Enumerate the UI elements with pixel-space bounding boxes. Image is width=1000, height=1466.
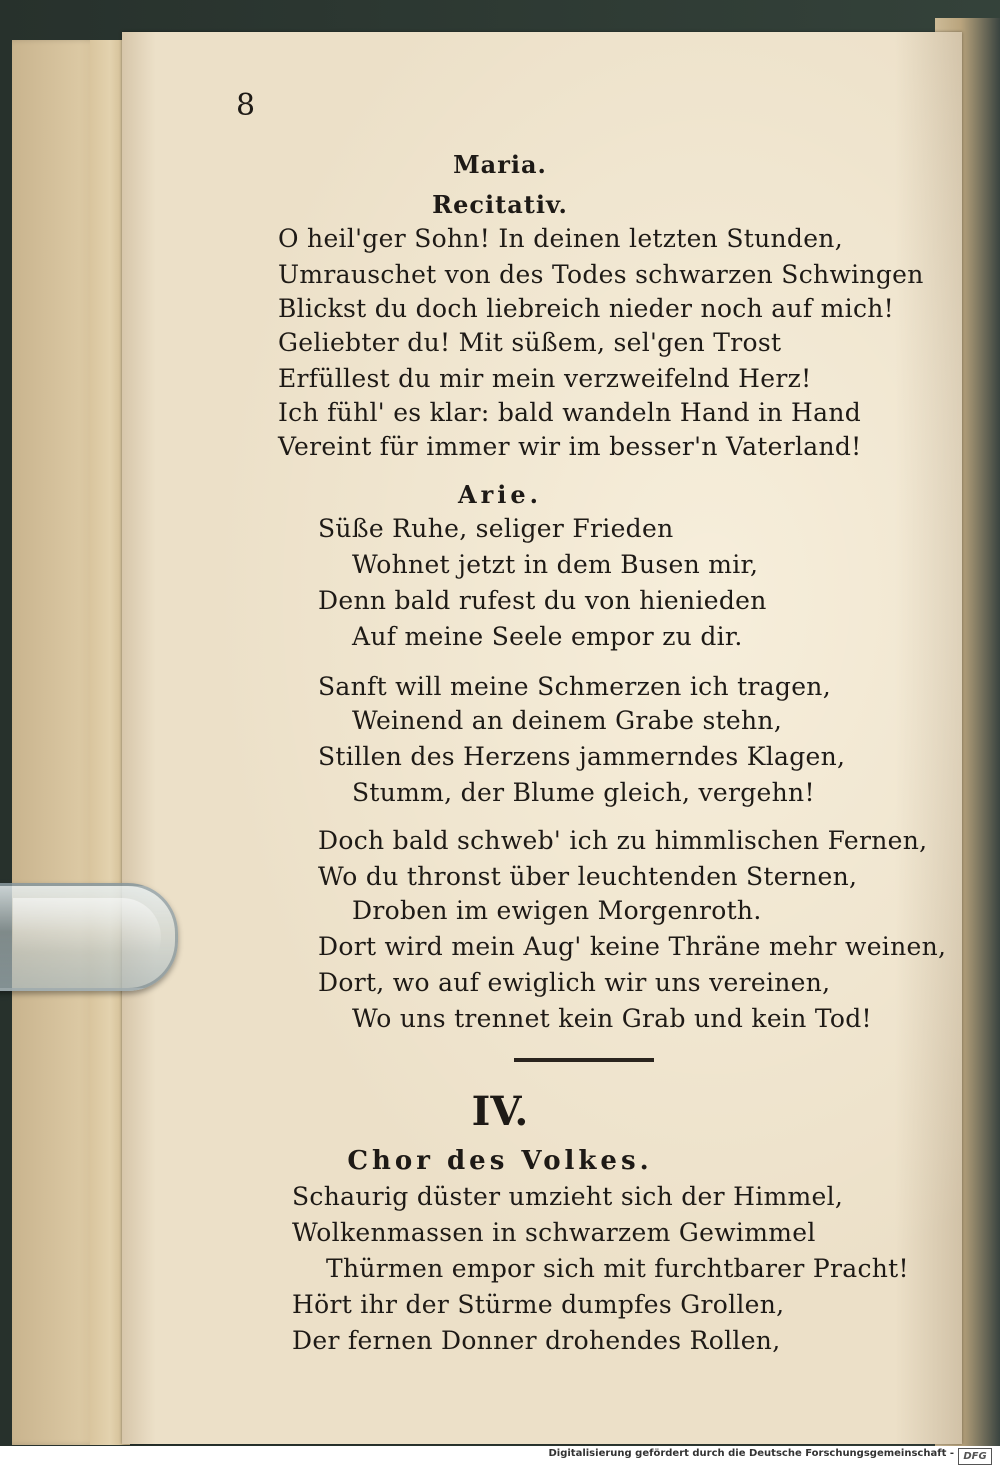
footer-credit: Digitalisierung gefördert durch die Deutsche Forschungsgemeinschaft - xyxy=(548,1448,954,1459)
recitativ-heading: Recitativ. xyxy=(432,190,568,219)
chorus-line-4: Hört ihr der Stürme dumpfes Grollen, xyxy=(292,1290,785,1319)
stanza3-line-6: Wo uns trennet kein Grab und kein Tod! xyxy=(352,1004,872,1033)
page-clip-highlight xyxy=(13,898,161,976)
chorus-line-5: Der fernen Donner drohendes Rollen, xyxy=(292,1326,781,1355)
stanza1-line-4: Auf meine Seele empor zu dir. xyxy=(352,622,743,651)
stanza1-line-2: Wohnet jetzt in dem Busen mir, xyxy=(352,550,759,579)
stanza1-line-1: Süße Ruhe, seliger Frieden xyxy=(318,514,674,543)
recitativ-line-4: Geliebter du! Mit süßem, sel'gen Trost xyxy=(278,328,782,357)
speaker-heading: Maria. xyxy=(453,150,547,179)
recitativ-line-6: Ich fühl' es klar: bald wandeln Hand in Hand xyxy=(278,398,862,427)
section-divider xyxy=(514,1058,654,1062)
recitativ-line-1: O heil'ger Sohn! In deinen letzten Stunden, xyxy=(278,224,843,253)
dfg-logo: DFG xyxy=(958,1448,992,1465)
page-clip xyxy=(0,883,178,991)
section-numeral: IV. xyxy=(471,1088,529,1135)
footer-bar xyxy=(0,1446,1000,1466)
chorus-line-2: Wolkenmassen in schwarzem Gewimmel xyxy=(292,1218,816,1247)
stanza2-line-4: Stumm, der Blume gleich, vergehn! xyxy=(352,778,815,807)
stanza1-line-3: Denn bald rufest du von hienieden xyxy=(318,586,767,615)
stanza3-line-3: Droben im ewigen Morgenroth. xyxy=(352,896,762,925)
stanza3-line-1: Doch bald schweb' ich zu himmlischen Fernen, xyxy=(318,826,928,855)
stanza2-line-3: Stillen des Herzens jammerndes Klagen, xyxy=(318,742,846,771)
stanza2-line-1: Sanft will meine Schmerzen ich tragen, xyxy=(318,672,831,701)
recitativ-line-7: Vereint für immer wir im besser'n Vaterland! xyxy=(278,432,862,461)
recitativ-line-3: Blickst du doch liebreich nieder noch auf mich! xyxy=(278,294,895,323)
page-number: 8 xyxy=(236,88,256,123)
chorus-line-3: Thürmen empor sich mit furchtbarer Pracht! xyxy=(326,1254,909,1283)
stanza3-line-5: Dort, wo auf ewiglich wir uns vereinen, xyxy=(318,968,831,997)
recitativ-line-5: Erfüllest du mir mein verzweifelnd Herz! xyxy=(278,364,812,393)
stanza3-line-4: Dort wird mein Aug' keine Thräne mehr weinen, xyxy=(318,932,947,961)
recitativ-line-2: Umrauschet von des Todes schwarzen Schwingen xyxy=(278,260,924,289)
stanza2-line-2: Weinend an deinem Grabe stehn, xyxy=(352,706,783,735)
stanza3-line-2: Wo du thronst über leuchtenden Sternen, xyxy=(318,862,858,891)
chorus-line-1: Schaurig düster umzieht sich der Himmel, xyxy=(292,1182,844,1211)
chorus-heading: Chor des Volkes. xyxy=(347,1146,653,1176)
arie-heading: Arie. xyxy=(457,480,542,509)
